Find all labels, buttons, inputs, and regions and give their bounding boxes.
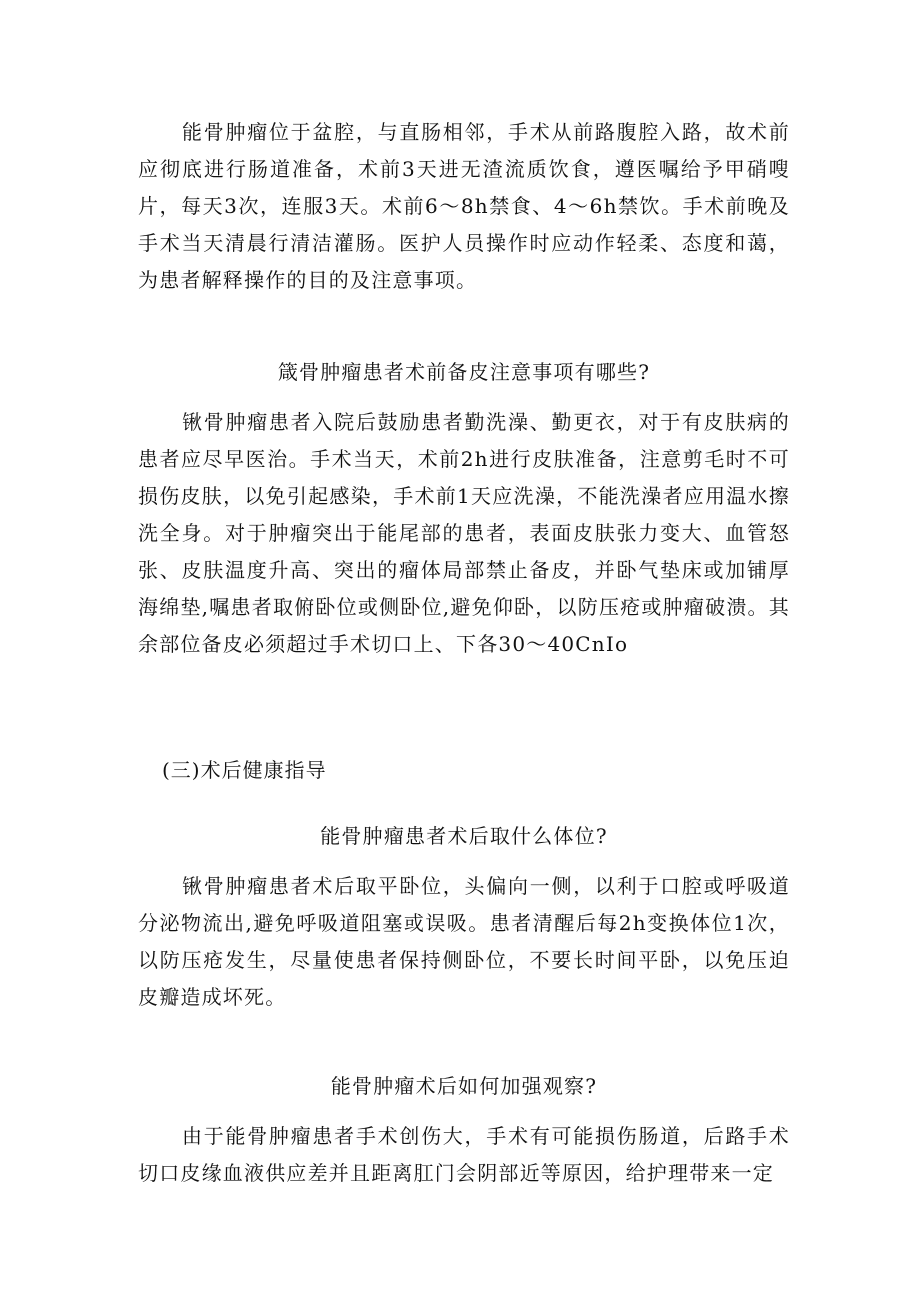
question-heading-postop-observation: 能骨肿瘤术后如何加强观察? — [330, 1074, 598, 1098]
section-title-postop-guidance: (三)术后健康指导 — [162, 758, 327, 782]
paragraph-postop-position: 锹骨肿瘤患者术后取平卧位，头偏向一侧，以利于口腔或呼吸道分泌物流出,避免呼吸道阻塞或误吸。患者清醒后每2h变换体位1次，以防压疮发生，尽量使患者保持侧卧位，不要长时间平卧，以免压迫皮瓣造成坏死。 — [138, 874, 790, 1009]
paragraph-bowel-preparation: 能骨肿瘤位于盆腔，与直肠相邻，手术从前路腹腔入路，故术前应彻底进行肠道准备，术前3天进无渣流质饮食，遵医嘱给予甲硝嗖片，每天3次，连服3天。术前6～8h禁食、4～6h禁饮。手术前晚及手术当天清晨行清洁灌肠。医护人员操作时应动作轻柔、态度和蔼，为患者解释操作的目的及注意事项。 — [138, 120, 790, 292]
paragraph-postop-observation: 由于能骨肿瘤患者手术创伤大，手术有可能损伤肠道，后路手术切口皮缘血液供应差并且距离肛门会阴部近等原因，给护理带来一定 — [138, 1124, 790, 1185]
question-heading-postop-position: 能骨肿瘤患者术后取什么体位? — [320, 824, 608, 848]
question-heading-skin-prep: 箴骨肿瘤患者术前备皮注意事项有哪些? — [277, 360, 651, 384]
paragraph-skin-prep: 锹骨肿瘤患者入院后鼓励患者勤洗澡、勤更衣，对于有皮肤病的患者应尽早医治。手术当天，术前2h进行皮肤准备，注意剪毛时不可损伤皮肤，以免引起感染，手术前1天应洗澡，不能洗澡者应用温水擦洗全身。对于肿瘤突出于能尾部的患者，表面皮肤张力变大、血管怒张、皮肤温度升高、突出的瘤体局部禁止备皮，并卧气垫床或加铺厚海绵垫,嘱患者取俯卧位或侧卧位,避免仰卧，以防压疮或肿瘤破溃。其余部位备皮必须超过手术切口上、下各30～40CnIo — [138, 410, 790, 656]
